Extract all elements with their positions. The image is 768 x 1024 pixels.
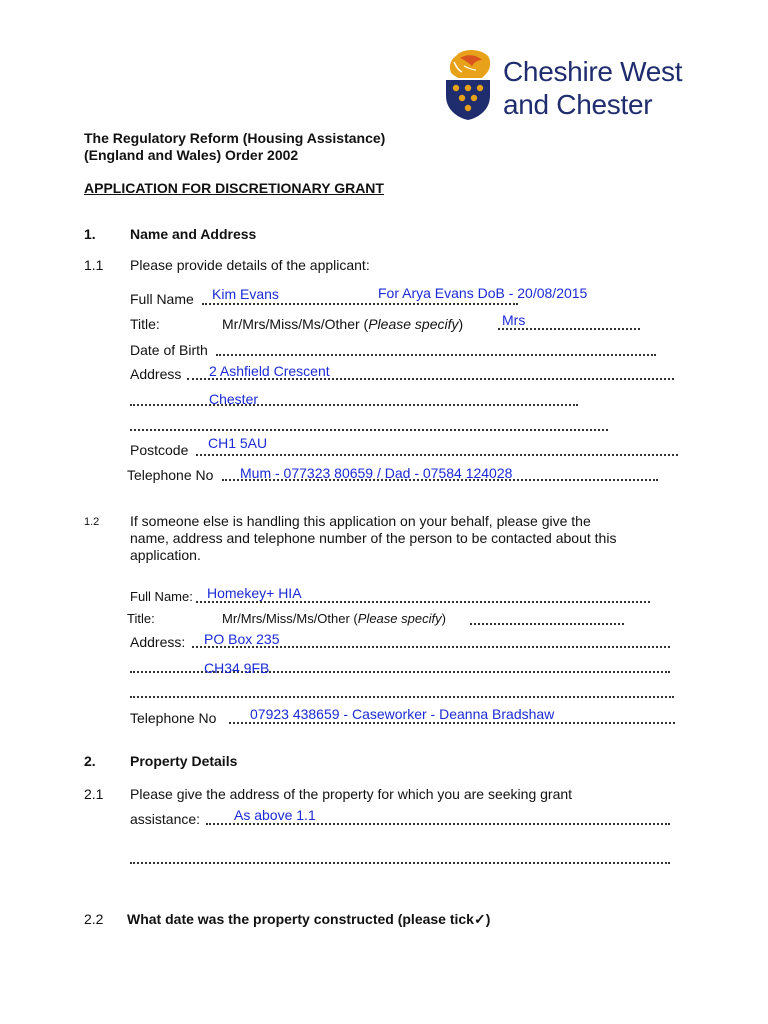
title-value: Mrs: [502, 312, 526, 328]
question-2-1-label: assistance:: [130, 811, 201, 827]
question-1-2-text-line-3: application.: [130, 547, 201, 563]
section-1-number: 1.: [84, 226, 96, 242]
logo-line-1: Cheshire West: [503, 56, 683, 87]
section-2-number: 2.: [84, 753, 96, 769]
property-address-field-line-2[interactable]: [130, 862, 670, 864]
agent-title-field-line[interactable]: [470, 623, 624, 625]
section-2-title: Property Details: [130, 753, 238, 769]
agent-full-name-field-line[interactable]: [196, 601, 650, 603]
form-title: APPLICATION FOR DISCRETIONARY GRANT: [84, 180, 384, 196]
full-name-label: Full Name: [130, 291, 194, 307]
question-1-2-text-line-2: name, address and telephone number of the person to be contacted about this: [130, 530, 617, 546]
question-2-2-text: What date was the property constructed (please tick✓): [127, 911, 491, 927]
question-1-1-text: Please provide details of the applicant:: [130, 257, 370, 273]
postcode-value: CH1 5AU: [208, 435, 268, 451]
address-label: Address: [130, 366, 182, 382]
agent-telephone-field-line[interactable]: [229, 722, 675, 724]
title-field-line[interactable]: [498, 328, 640, 330]
act-title-line-2: (England and Wales) Order 2002: [84, 147, 299, 163]
telephone-value: Mum - 077323 80659 / Dad - 07584 124028: [240, 465, 513, 481]
full-name-value: Kim Evans: [212, 286, 279, 302]
question-1-2-text-line-1: If someone else is handling this application on your behalf, please give the: [130, 513, 591, 529]
lion-crest-icon: [442, 48, 494, 120]
question-2-2-number: 2.2: [84, 911, 104, 927]
question-2-1-text: Please give the address of the property for which you are seeking grant: [130, 786, 573, 802]
telephone-label: Telephone No: [127, 467, 214, 483]
agent-full-name-value: Homekey+ HIA: [207, 585, 302, 601]
dob-label: Date of Birth: [130, 342, 208, 358]
full-name-note: For Arya Evans DoB - 20/08/2015: [378, 285, 588, 301]
question-2-1-number: 2.1: [84, 786, 104, 802]
full-name-field-line[interactable]: [202, 303, 518, 305]
postcode-field-line[interactable]: [196, 454, 678, 456]
address-line-2-value: Chester: [209, 391, 259, 407]
address-line-1-value: 2 Ashfield Crescent: [209, 363, 330, 379]
postcode-label: Postcode: [130, 442, 189, 458]
address-field-line-2[interactable]: [130, 404, 578, 406]
dob-field-line[interactable]: [216, 354, 656, 356]
agent-address-label: Address:: [130, 634, 186, 650]
address-field-line-3[interactable]: [130, 429, 608, 431]
logo-line-2: and Chester: [503, 89, 653, 120]
act-title-line-1: The Regulatory Reform (Housing Assistance): [84, 130, 386, 146]
question-1-1-number: 1.1: [84, 257, 104, 273]
section-1-title: Name and Address: [130, 226, 257, 242]
agent-address-line-2-value: CH34 9FB: [204, 660, 270, 676]
title-options: Mr/Mrs/Miss/Ms/Other (Please specify): [222, 316, 464, 332]
property-address-field-line-1[interactable]: [206, 823, 670, 825]
agent-telephone-value: 07923 438659 - Caseworker - Deanna Bradshaw: [250, 706, 555, 722]
agent-telephone-label: Telephone No: [130, 710, 217, 726]
agent-title-label: Title:: [127, 611, 155, 626]
agent-address-field-line-3[interactable]: [130, 696, 674, 698]
agent-title-options: Mr/Mrs/Miss/Ms/Other (Please specify): [222, 611, 446, 626]
property-address-value: As above 1.1: [234, 807, 316, 823]
title-label: Title:: [130, 316, 160, 332]
agent-full-name-label: Full Name:: [130, 589, 193, 604]
agent-address-line-1-value: PO Box 235: [204, 631, 280, 647]
question-1-2-number: 1.2: [84, 516, 100, 528]
